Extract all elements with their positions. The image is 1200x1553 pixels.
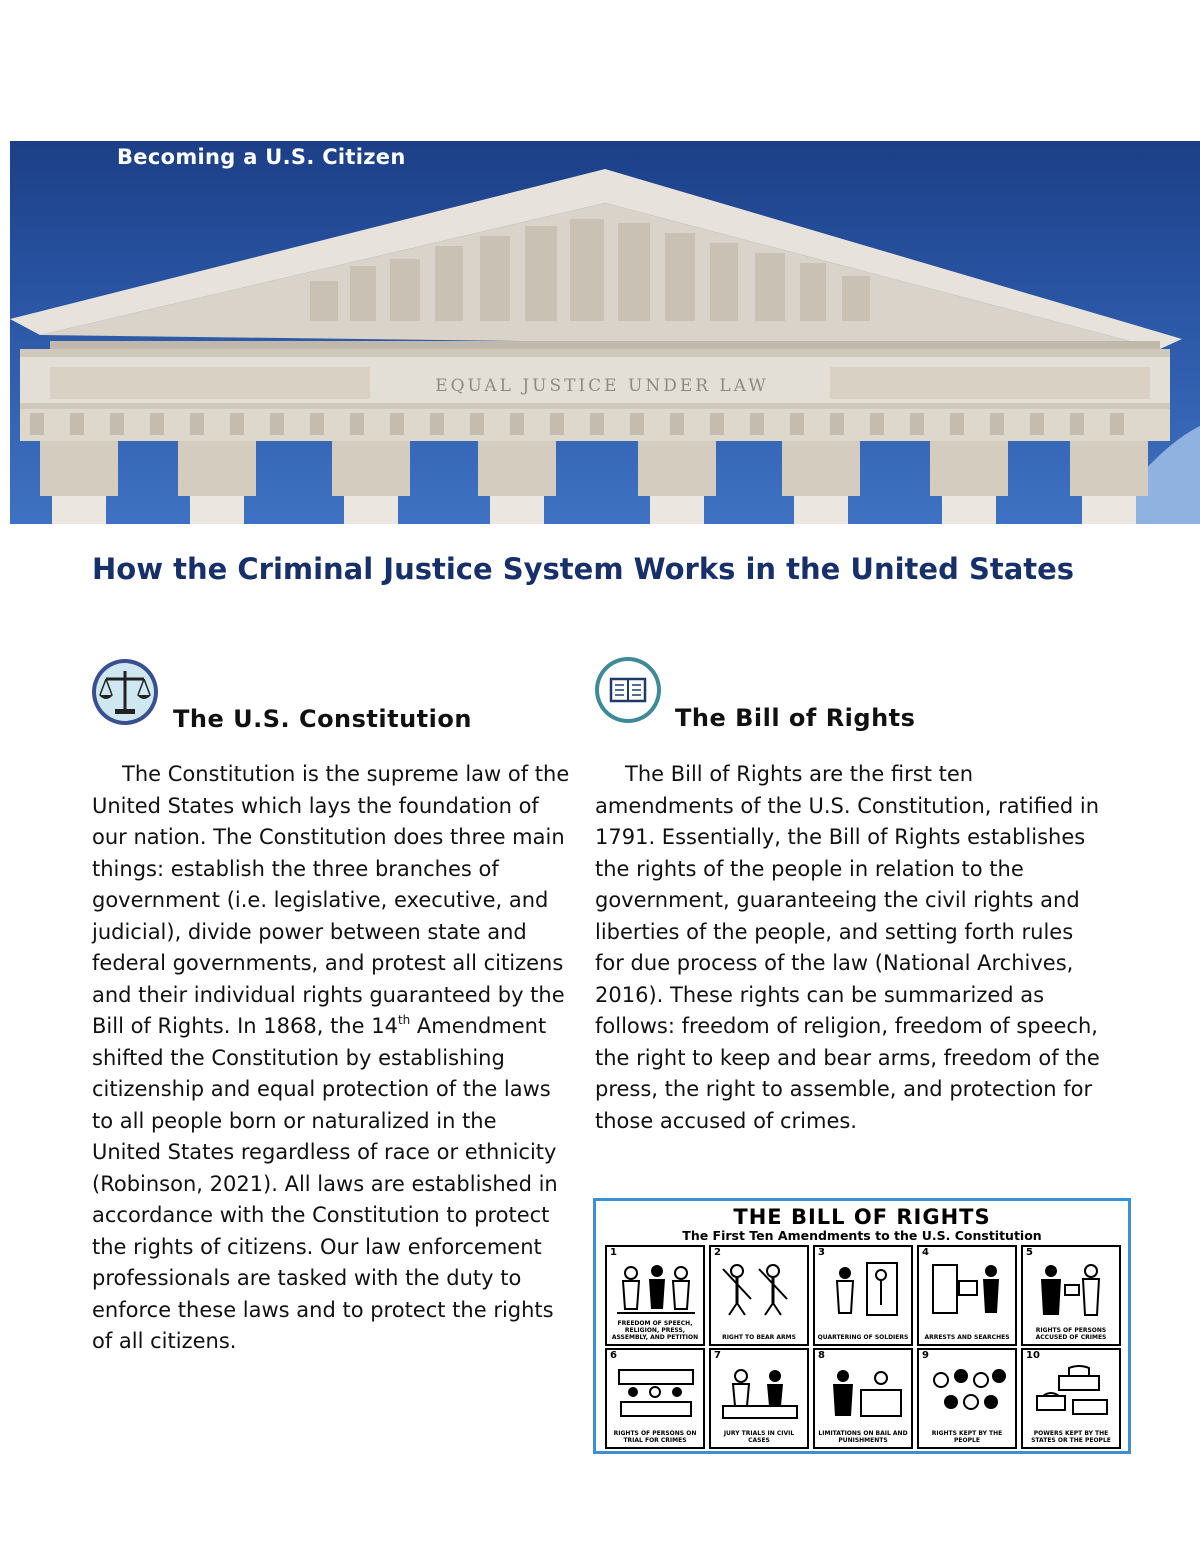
panel-caption: JURY TRIALS IN CIVIL CASES bbox=[723, 1430, 795, 1444]
bill-of-rights-text: The Bill of Rights are the first ten amendments of the U.S. Constitution, ratified in 1791. Essentially, the Bill of Rights establishes the rights of the people in relation to the government, guaranteeing the civil rights and liberties of the people, and setting forth rules for due process of the law (National Archives, 2016). These rights can be summarized as follows: freedom of religion, freedom of speech, the right to keep and bear arms, freedom of the press, the right to assemble, and protection for those accused of crimes. bbox=[595, 762, 1100, 1133]
doorway-illustration bbox=[821, 1259, 907, 1319]
people-illustration bbox=[925, 1362, 1011, 1422]
document-title: How the Criminal Justice System Works in the United States bbox=[92, 552, 1075, 586]
amendment-panel bbox=[1021, 1348, 1121, 1449]
constitution-text-part1: The Constitution is the supreme law of the United States which lays the foundation of our nation. The Constitution does three main things: establish the three branches of government (i.e. legislative, executive, and judicial), divide power between state and federal governments, and protest all citizens and their individual rights guaranteed by the Bill of Rights. In 1868, the 14 bbox=[92, 762, 570, 1038]
scales-of-justice-icon bbox=[90, 657, 160, 727]
bill-of-rights-paragraph bbox=[595, 759, 1105, 1137]
amendment-panel bbox=[813, 1245, 913, 1346]
constitution-heading: The U.S. Constitution bbox=[173, 705, 472, 733]
panel-number: 4 bbox=[922, 1247, 929, 1258]
constitution-text-part2: Amendment shifted the Constitution by establishing citizenship and equal protection of the laws to all people born or naturalized in the United States regardless of race or ethnicity (Robinson, 2021). All laws are established in accordance with the Constitution to protect the rights of citizens. Our law enforcement professionals are tasked with the duty to enforce these laws and to protect the rights of all citizens. bbox=[92, 1014, 558, 1353]
amendment-panel bbox=[605, 1245, 705, 1346]
panel-caption: RIGHTS KEPT BY THE PEOPLE bbox=[931, 1430, 1003, 1444]
panel-number: 6 bbox=[610, 1350, 617, 1361]
courtroom-illustration bbox=[613, 1362, 699, 1422]
panel-caption: RIGHTS OF PERSONS ACCUSED OF CRIMES bbox=[1035, 1327, 1107, 1341]
panel-number: 9 bbox=[922, 1350, 929, 1361]
bill-of-rights-heading: The Bill of Rights bbox=[675, 704, 916, 732]
panel-caption: RIGHTS OF PERSONS ON TRIAL FOR CRIMES bbox=[613, 1430, 697, 1444]
book-icon bbox=[593, 655, 663, 725]
bail-illustration bbox=[821, 1362, 907, 1422]
header-banner bbox=[10, 141, 1200, 524]
amendment-panel bbox=[813, 1348, 913, 1449]
soldiers-illustration bbox=[717, 1259, 803, 1319]
amendment-panel bbox=[917, 1245, 1017, 1346]
amendment-panel bbox=[709, 1348, 809, 1449]
panel-number: 10 bbox=[1026, 1350, 1040, 1361]
poster-subtitle: The First Ten Amendments to the U.S. Constitution bbox=[682, 1228, 1042, 1243]
jury-illustration bbox=[717, 1362, 803, 1422]
search-warrant-illustration bbox=[925, 1259, 1011, 1319]
panel-caption: LIMITATIONS ON BAIL AND PUNISHMENTS bbox=[818, 1430, 908, 1444]
amendment-panel bbox=[709, 1245, 809, 1346]
panel-number: 8 bbox=[818, 1350, 825, 1361]
poster-title: THE BILL OF RIGHTS bbox=[733, 1205, 991, 1229]
capitol-buildings-illustration bbox=[1029, 1362, 1115, 1422]
amendment-panel bbox=[605, 1348, 705, 1449]
supreme-court-facade-image bbox=[10, 141, 1200, 524]
panel-number: 2 bbox=[714, 1247, 721, 1258]
amendment-panel bbox=[1021, 1245, 1121, 1346]
panel-caption: QUARTERING OF SOLDIERS bbox=[817, 1334, 909, 1341]
accused-person-illustration bbox=[1029, 1259, 1115, 1319]
crowd-illustration bbox=[613, 1259, 699, 1319]
panel-number: 7 bbox=[714, 1350, 721, 1361]
building-inscription: EQUAL JUSTICE UNDER LAW bbox=[435, 376, 769, 396]
banner-title: Becoming a U.S. Citizen bbox=[117, 145, 406, 169]
ordinal-suffix: th bbox=[397, 1013, 411, 1027]
bill-of-rights-poster bbox=[593, 1198, 1131, 1454]
panel-caption: RIGHT TO BEAR ARMS bbox=[722, 1334, 796, 1341]
panel-number: 1 bbox=[610, 1247, 617, 1258]
constitution-paragraph bbox=[92, 759, 572, 1358]
panel-caption: POWERS KEPT BY THE STATES OR THE PEOPLE bbox=[1031, 1430, 1111, 1444]
amendment-panel bbox=[917, 1348, 1017, 1449]
panel-number: 3 bbox=[818, 1247, 825, 1258]
panel-caption: FREEDOM OF SPEECH, RELIGION, PRESS, ASSEMBLY, AND PETITION bbox=[611, 1320, 699, 1341]
panel-caption: ARRESTS AND SEARCHES bbox=[924, 1334, 1010, 1341]
panel-number: 5 bbox=[1026, 1247, 1033, 1258]
